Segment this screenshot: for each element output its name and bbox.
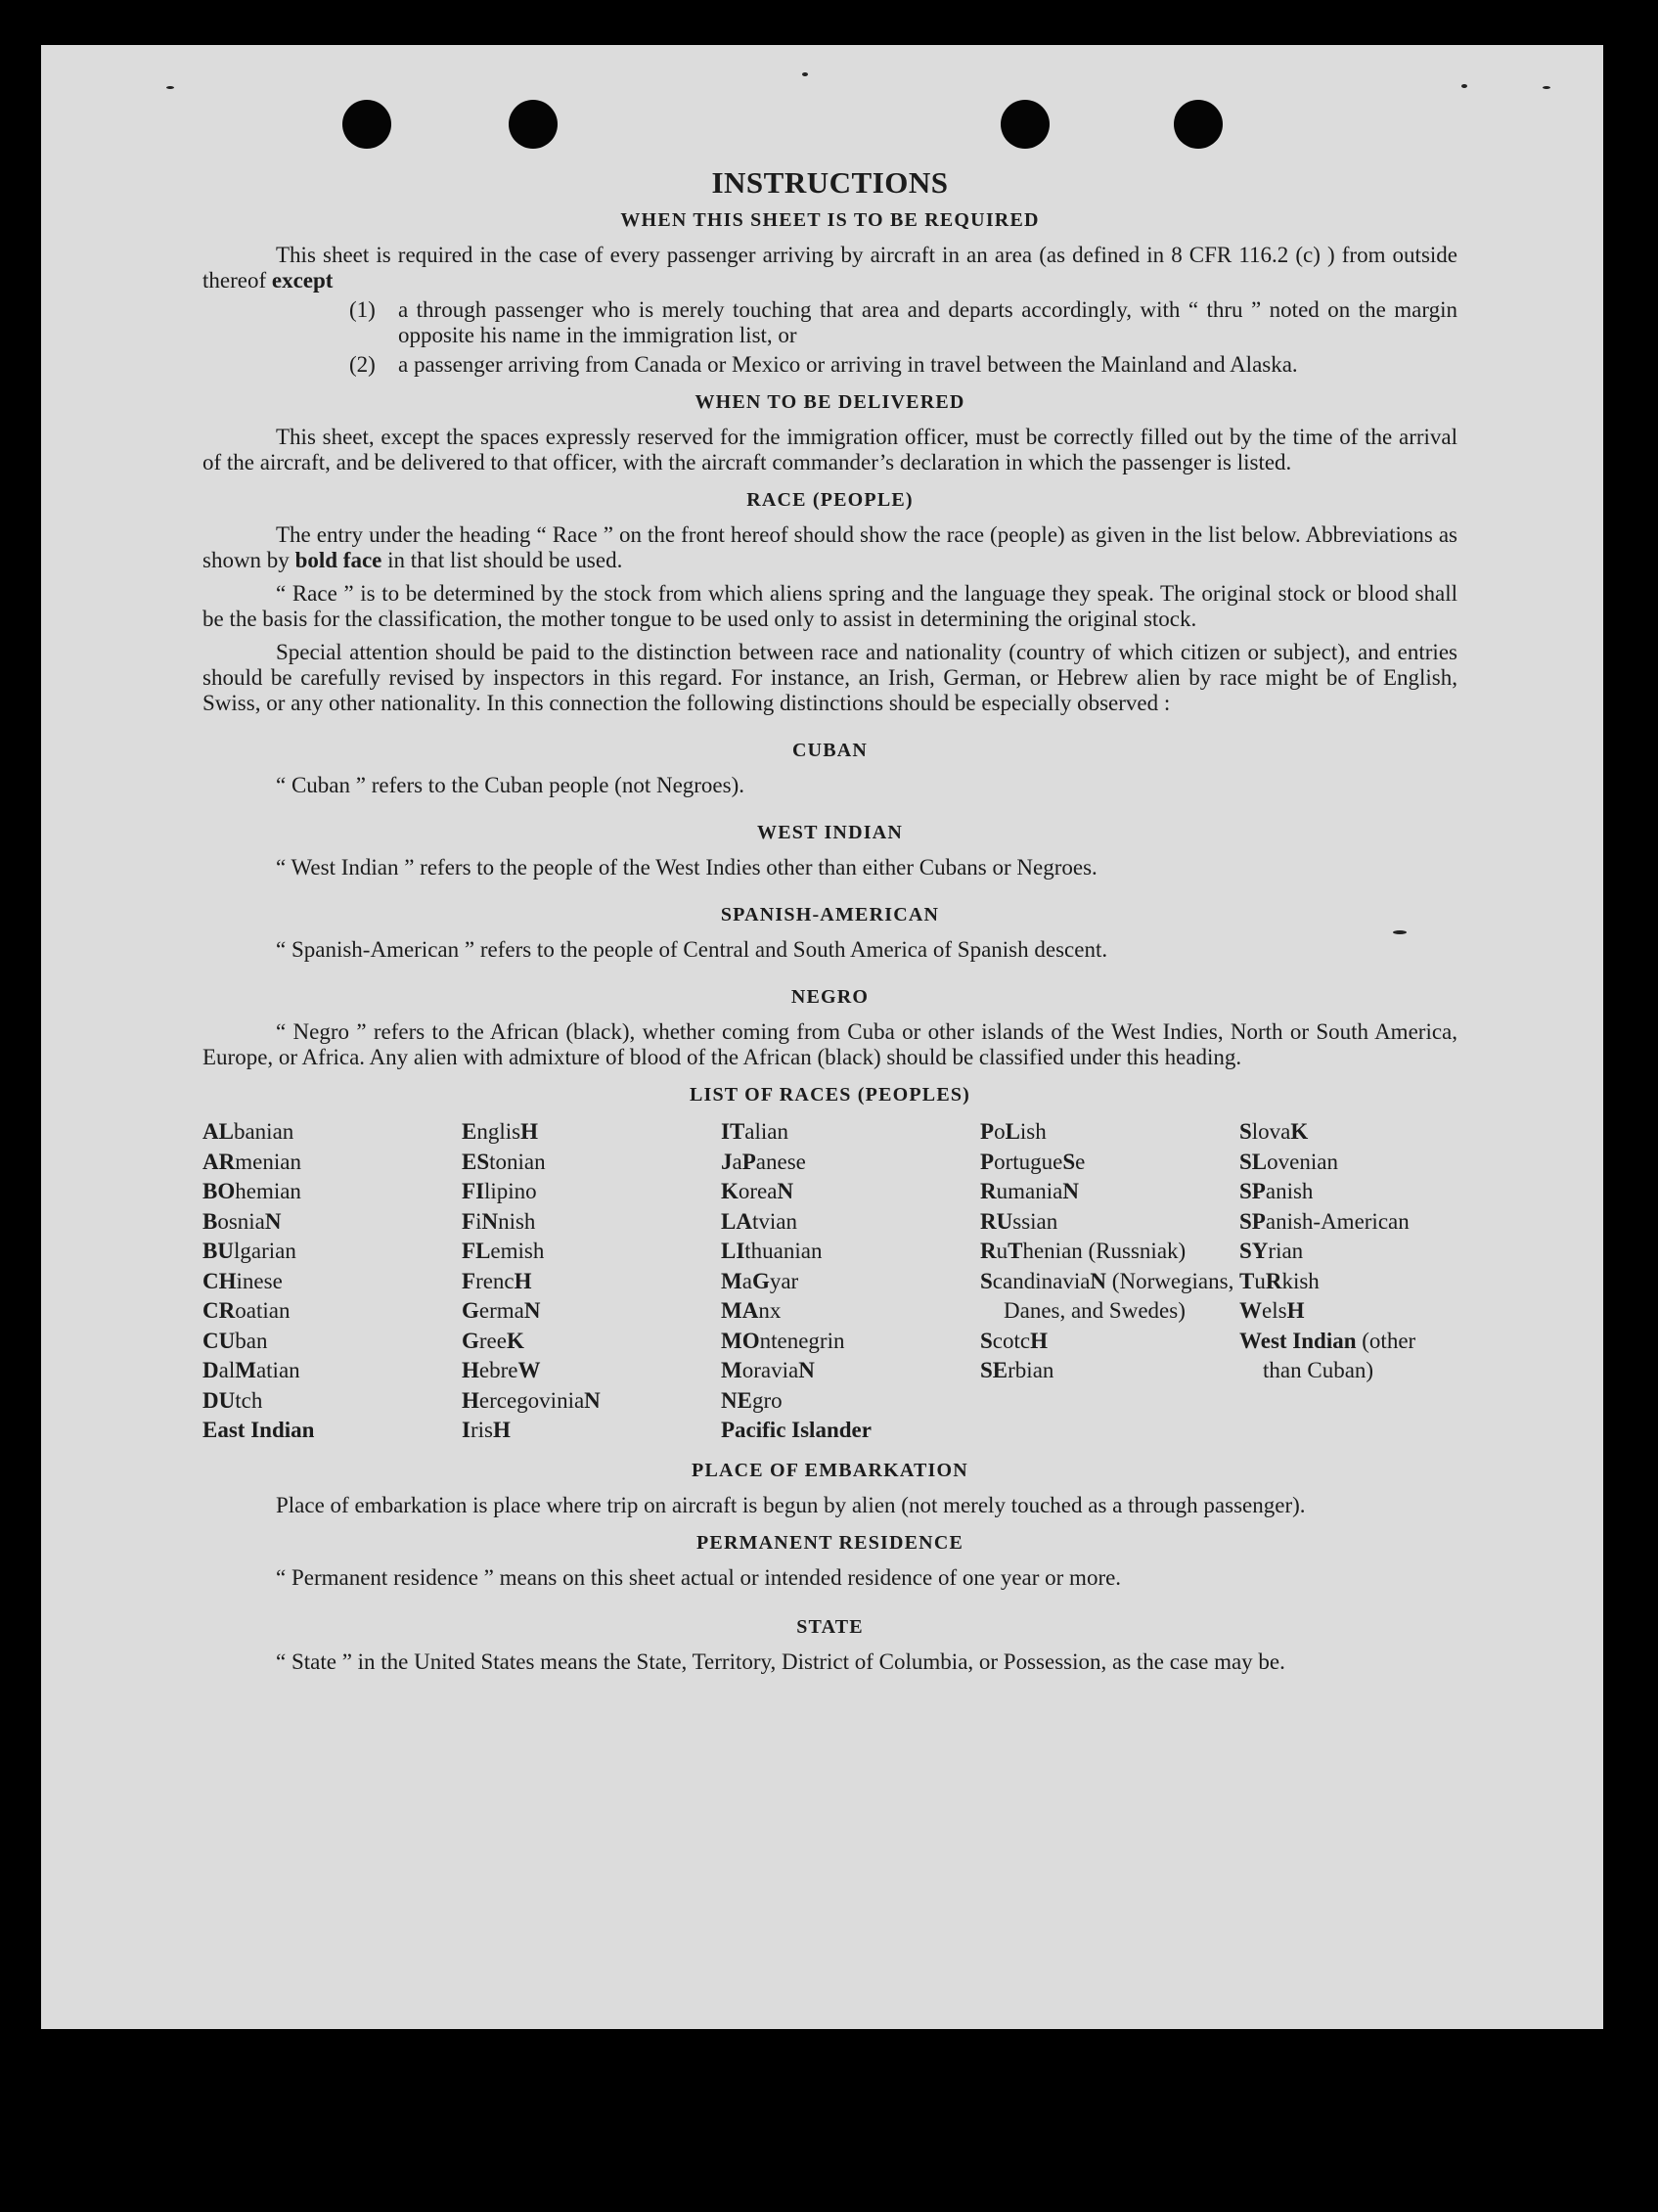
race-entry: HercegoviniaN [462, 1387, 601, 1413]
page-title: INSTRUCTIONS [711, 165, 949, 200]
race-entry: SLovenian [1239, 1149, 1338, 1174]
heading-race: RACE (PEOPLE) [746, 489, 914, 511]
speck [166, 86, 174, 89]
race-column [721, 1117, 980, 1446]
speck [1461, 84, 1467, 88]
race-entry: DalMatian [202, 1358, 300, 1382]
race-entry: SPanish-American [1239, 1208, 1410, 1234]
document-sheet [41, 45, 1603, 2029]
race-entry: FiNnish [462, 1208, 536, 1234]
heading-residence: PERMANENT RESIDENCE [695, 1531, 964, 1554]
race-entry: SYrian [1239, 1239, 1304, 1263]
race-entry: TuRkish [1239, 1268, 1320, 1293]
race-entry: WelsH [1239, 1298, 1305, 1323]
required-intro: This sheet is required in the case of every passenger arriving by aircraft in an area (as defined in 8 CFR 116.2 (c) ) from outside thereof except [202, 243, 1457, 293]
punch-hole [342, 100, 391, 149]
heading-cuban: CUBAN [791, 740, 869, 761]
heading-delivered: WHEN TO BE DELIVERED [695, 391, 965, 413]
cuban-text: “ Cuban ” refers to the Cuban people (not Negroes). [276, 773, 745, 797]
spanish-american-text: “ Spanish-American ” refers to the people of Central and South America of Spanish descent. [276, 937, 1108, 962]
race-entry: NEgro [721, 1387, 783, 1413]
race-entry: RuThenian (Russniak) [980, 1239, 1187, 1263]
race-paragraph-3: Special attention should be paid to the distinction between race and nationality (country of which citizen or subject), and entries should be carefully revised by inspectors in this regard. For instance, an Irish, German, or Hebrew alien by race might be of English, Swiss, or any other nationality. In this connection the following distinctions should be especially observed : [202, 640, 1457, 715]
race-entry: ARmenian [202, 1149, 301, 1174]
race-entry: GermaN [462, 1298, 541, 1323]
list-item: (2) a passenger arriving from Canada or Mexico or arriving in travel between the Mainland and Alaska. [349, 352, 1298, 377]
race-entry: ScandinaviaN (Norwegians, Danes, and Swedes) [980, 1268, 1234, 1323]
race-entry: BosniaN [202, 1208, 282, 1234]
list-item: (1) a through passenger who is merely touching that area and departs accordingly, with “ thru ” noted on the margin opposite his name in the immigration list, or [349, 297, 1457, 347]
race-entry: RumaniaN [980, 1179, 1079, 1203]
heading-races: LIST OF RACES (PEOPLES) [689, 1084, 971, 1106]
race-entry: ITalian [721, 1119, 788, 1144]
race-paragraph-2: “ Race ” is to be determined by the stock from which aliens spring and the language they speak. The original stock or blood shall be the basis for the classification, the mother tongue to be used only to assist in determining the original stock. [202, 581, 1457, 631]
race-column [1239, 1117, 1457, 1446]
race-entry: KoreaN [721, 1179, 794, 1203]
race-entry: LAtvian [721, 1208, 797, 1234]
negro-text: “ Negro ” refers to the African (black), whether coming from Cuba or other islands of the West Indies, North or South America, Europe, or Africa. Any alien with admixture of blood of the African (black) should be classified under this heading. [202, 1019, 1457, 1069]
race-entry: SPanish [1239, 1179, 1314, 1203]
race-entry: BUlgarian [202, 1239, 296, 1263]
race-column [202, 1117, 462, 1446]
race-column [980, 1117, 1239, 1446]
race-entry: SErbian [980, 1358, 1054, 1382]
instructions-content [202, 165, 1457, 1675]
race-entry: MOntenegrin [721, 1328, 845, 1353]
race-entry: CRoatian [202, 1298, 291, 1323]
race-entry: DUtch [202, 1387, 263, 1413]
race-entry: CUban [202, 1328, 268, 1353]
heading-state: STATE [796, 1615, 864, 1638]
race-entry: PortugueSe [980, 1149, 1086, 1174]
race-entry: IrisH [462, 1418, 511, 1442]
speck [1543, 86, 1550, 89]
race-entry: EnglisH [462, 1119, 538, 1144]
race-entry: BOhemian [202, 1179, 301, 1203]
race-entry: MoraviaN [721, 1358, 815, 1382]
race-entry: PoLish [980, 1119, 1047, 1144]
race-entry: West Indian (other than Cuban) [1239, 1328, 1416, 1382]
punch-hole [1001, 100, 1050, 149]
race-column [462, 1117, 721, 1446]
heading-spanish-american: SPANISH-AMERICAN [720, 904, 940, 925]
state-text: “ State ” in the United States means the State, Territory, District of Columbia, or Possession, as the case may be. [276, 1648, 1285, 1674]
race-entry: RUssian [980, 1208, 1058, 1234]
heading-required: WHEN THIS SHEET IS TO BE REQUIRED [620, 209, 1040, 231]
heading-west-indian: WEST INDIAN [757, 822, 903, 843]
race-entry: LIthuanian [721, 1239, 823, 1263]
race-entry: East Indian [202, 1418, 315, 1442]
race-entry: FrencH [462, 1268, 532, 1293]
embarkation-text: Place of embarkation is place where trip on aircraft is begun by alien (not merely touched as a through passenger). [276, 1492, 1306, 1517]
race-entry: EStonian [462, 1149, 546, 1174]
race-list [202, 1117, 1457, 1446]
race-entry: FLemish [462, 1239, 545, 1263]
race-entry: GreeK [462, 1328, 524, 1353]
race-entry: JaPanese [721, 1149, 806, 1174]
delivered-text: This sheet, except the spaces expressly reserved for the immigration officer, must be correctly filled out by the time of the arrival of the aircraft, and be delivered to that officer, with the aircraft commander’s declaration in which the passenger is listed. [202, 425, 1457, 474]
heading-embarkation: PLACE OF EMBARKATION [692, 1459, 968, 1481]
race-entry: ALbanian [202, 1119, 294, 1144]
race-entry: MaGyar [721, 1268, 799, 1293]
race-entry: CHinese [202, 1268, 283, 1293]
race-paragraph-1: The entry under the heading “ Race ” on the front hereof should show the race (people) as given in the list below. Abbreviations as shown by bold face in that list should be used. [202, 522, 1457, 572]
race-entry: HebreW [462, 1358, 541, 1382]
race-entry: FIlipino [462, 1179, 537, 1203]
race-entry: SlovaK [1239, 1119, 1309, 1144]
heading-negro: NEGRO [790, 986, 870, 1008]
race-entry: MAnx [721, 1298, 782, 1323]
speck [802, 72, 808, 76]
punch-hole [509, 100, 558, 149]
west-indian-text: “ West Indian ” refers to the people of the West Indies other than either Cubans or Negroes. [276, 855, 1098, 880]
punch-hole [1174, 100, 1223, 149]
race-entry: ScotcH [980, 1328, 1048, 1353]
residence-text: “ Permanent residence ” means on this sheet actual or intended residence of one year or more. [276, 1564, 1122, 1590]
race-entry: Pacific Islander [721, 1418, 872, 1442]
